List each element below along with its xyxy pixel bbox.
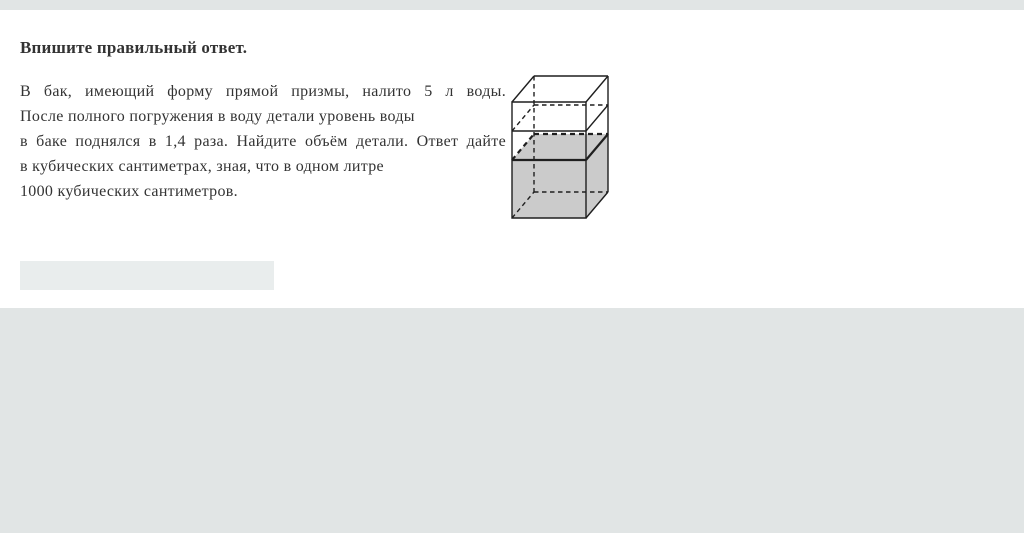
bottom-chrome-area [0, 308, 1024, 533]
problem-text [20, 79, 506, 204]
top-chrome-strip [0, 0, 1024, 10]
water-fill-shape [512, 134, 608, 218]
problem-line: В бак, имеющий форму прямой призмы, налито 5 л воды. [20, 83, 506, 100]
prism-tank-figure [509, 72, 611, 222]
prompt-title: Впишите правильный ответ. [20, 38, 248, 57]
problem-line: 1000 кубических сантиметров. [20, 183, 238, 200]
task-card [0, 10, 1024, 308]
problem-line: в баке поднялся в 1,4 раза. Найдите объём детали. Ответ дайте [20, 133, 506, 150]
answer-input[interactable] [20, 261, 274, 290]
problem-line: в кубических сантиметрах, зная, что в одном литре [20, 158, 384, 175]
problem-line: После полного погружения в воду детали уровень воды [20, 108, 415, 125]
